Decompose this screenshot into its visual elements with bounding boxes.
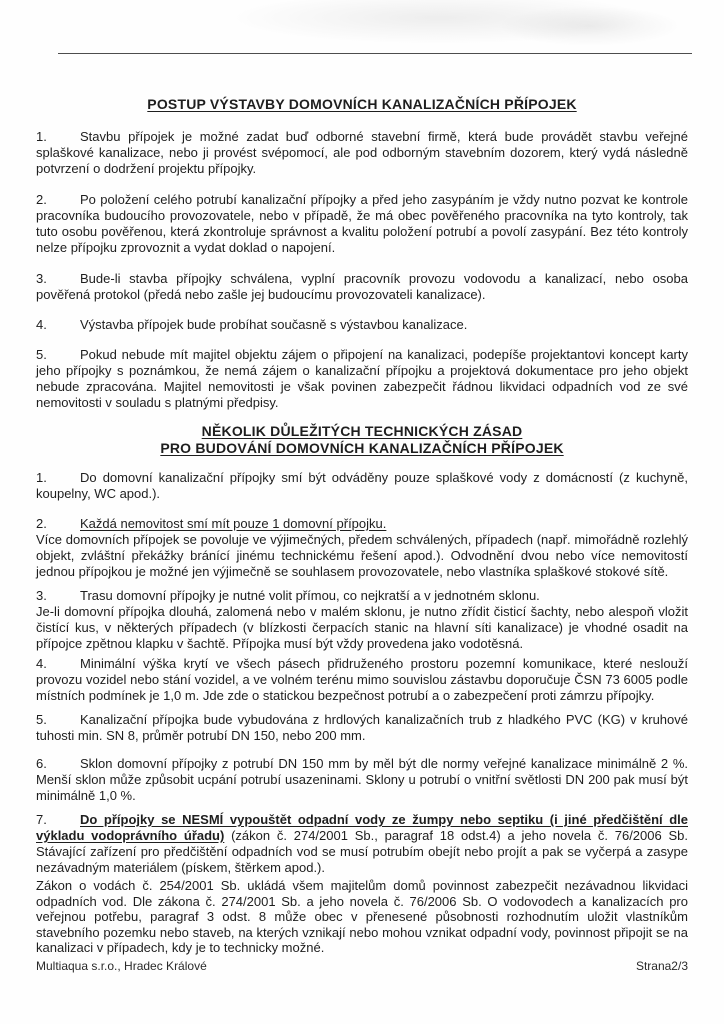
paragraph-text: Do domovní kanalizační přípojky smí být odváděny pouze splaškové vody z domácností (z kuchyně, koupelny, WC apod.).: [36, 470, 688, 501]
paragraph-s2-2: [36, 516, 688, 580]
section2-title-line2: PRO BUDOVÁNÍ DOMOVNÍCH KANALIZAČNÍCH PŘÍPOJEK: [160, 440, 564, 456]
paragraph-number: 5.: [36, 347, 47, 362]
paragraph-text: Zákon o vodách č. 254/2001 Sb. ukládá všem majitelům domů povinnost zabezpečit nezávadnou likvidaci odpadních vod. Dle zákona č. 274/2001 Sb. a jeho novela č. 76/2006 Sb. O vodovodech a kanalizacích pro veřejnou potřebu, paragraf 3 odst. 8 může obec v přenesené působnosti rozhodnutím uložit vlastníkům stavebního pozemku nebo staveb, na kterých vznikají nebo mohou vznikat odpadní vody, povinnost připojit se na kanalizaci v případech, kdy je to technicky možné.: [36, 878, 688, 956]
paragraph-s1-2: [36, 192, 688, 256]
paragraph-number: 3.: [36, 588, 47, 603]
paragraph-text: Minimální výška krytí ve všech pásech přidruženého prostoru pozemní komunikace, které neslouží provozu vozidel nebo stání vozidel, a ve volném terénu mimo souvislou zástavbu doporučuje ČSN 73 6005 podle místních podmínek je 1,0 m. Jde zde o statickou bezpečnost potrubí a o zabezpečení proti zámrzu přípojky.: [36, 656, 688, 703]
section2-title-line1-wrap: [36, 423, 688, 440]
paragraph-text: Pokud nebude mít majitel objektu zájem o připojení na kanalizaci, podepíše projektantovi koncept karty jeho přípojky s poznámkou, že nemá zájem o kanalizační přípojku a projektová dokumentace pro jeho objekt nebude zpracována. Majitel nemovitosti je však povinen zabezpečit řádnou likvidaci odpadních vod ze své nemovitosti v souladu s platnými předpisy.: [36, 347, 688, 410]
footer-company: Multiaqua s.r.o., Hradec Králové: [36, 958, 207, 973]
paragraph-s2-7: [36, 812, 688, 876]
paragraph-lead-bold-underlined: Do přípojky se NESMÍ vypouštět odpadní vody ze žumpy nebo septiku (i jiné předčištění dle výkladu vodoprávního úřadu): [36, 812, 688, 843]
paragraph-text: Výstavba přípojek bude probíhat současně s výstavbou kanalizace.: [80, 317, 468, 332]
section2-title: [36, 423, 688, 457]
paragraph-s2-6: [36, 756, 688, 804]
paragraph-number: 3.: [36, 271, 47, 286]
paragraph-s1-5: [36, 347, 688, 411]
paragraph-s1-4: [36, 317, 688, 333]
top-divider: [58, 53, 692, 54]
paragraph-number: 2.: [36, 192, 47, 207]
paragraph-number: 4.: [36, 656, 47, 671]
paragraph-number: 6.: [36, 756, 47, 771]
scan-artifact: [230, 0, 650, 44]
paragraph-lead-underlined: Každá nemovitost smí mít pouze 1 domovní přípojku.: [80, 516, 387, 531]
paragraph-text: Kanalizační přípojka bude vybudována z hrdlových kanalizačních trub z hladkého PVC (KG) v kruhové tuhosti min. SN 8, průměr potrubí DN 150, nebo 200 mm.: [36, 712, 688, 743]
paragraph-text: Stavbu přípojek je možné zadat buď odborné stavební firmě, která bude provádět stavbu veřejné splaškové kanalizace, nebo ji provést svépomocí, ale pod odborným stavebním dozorem, který vydá následně potvrzení o dodržení projektu přípojky.: [36, 129, 688, 176]
paragraph-body: Více domovních přípojek se povoluje ve výjimečných, předem schválených, případech (např. mimořádně rozlehlý objekt, zvláštní překážky bránící jinému technickému řešení apod.). Odvodnění dvou nebo více nemovitostí jednou přípojkou je možné jen výjimečně se souhlasem provozovatele, nebo vlastníka splaškové stokové sítě.: [36, 532, 688, 579]
paragraph-s1-1: [36, 129, 688, 177]
scan-artifact: [500, 6, 680, 46]
paragraph-body: (zákon č. 274/2001 Sb., paragraf 18 odst.4) a jeho novela č. 76/2006 Sb. Stávající zařízení pro předčištění odpadních vod se musí potrubím obejít nebo projít a pak se vyčerpá a zasype nezávadným materiálem (pískem, štěrkem apod.).: [36, 828, 688, 875]
paragraph-text: Sklon domovní přípojky z potrubí DN 150 mm by měl být dle normy veřejné kanalizace minimálně 2 %. Menší sklon může způsobit ucpání potrubí usazeninami. Sklony u potrubí o vnitřní světlosti DN 200 pak musí být minimálně 1,0 %.: [36, 756, 688, 803]
paragraph-s2-5: [36, 712, 688, 744]
paragraph-number: 1.: [36, 470, 47, 485]
paragraph-s2-3: [36, 588, 688, 652]
paragraph-closing: [36, 878, 688, 956]
section2-title-line2-wrap: [36, 440, 688, 457]
section1-title-text: POSTUP VÝSTAVBY DOMOVNÍCH KANALIZAČNÍCH PŘÍPOJEK: [147, 96, 577, 112]
paragraph-s2-1: [36, 470, 688, 502]
paragraph-number: 7.: [36, 812, 47, 827]
paragraph-text: Bude-li stavba přípojky schválena, vyplní pracovník provozu vodovodu a kanalizací, nebo osoba pověřená protokol (předá nebo zašle jej budoucímu provozovateli kanalizace).: [36, 271, 688, 302]
paragraph-body: Je-li domovní přípojka dlouhá, zalomená nebo v malém sklonu, je nutno zřídit čisticí šachty, nebo alespoň vložit čistící kus, v některých případech (v blízkosti čerpacích stanic na hlavní síti kanalizace) je vhodné osadit na přípojce zpětnou klapku v šachtě. Přípojka musí být vždy provedena jako vodotěsná.: [36, 604, 688, 651]
footer-page-number: Strana2/3: [635, 958, 688, 973]
paragraph-number: 4.: [36, 317, 47, 332]
paragraph-number: 5.: [36, 712, 47, 727]
paragraph-number: 1.: [36, 129, 47, 144]
page-footer: [36, 959, 688, 974]
paragraph-number: 2.: [36, 516, 47, 531]
section2-title-line1: NĚKOLIK DŮLEŽITÝCH TECHNICKÝCH ZÁSAD: [201, 423, 523, 439]
paragraph-s1-3: [36, 271, 688, 303]
section1-title: [36, 95, 688, 113]
paragraph-s2-4: [36, 656, 688, 704]
paragraph-lead: Trasu domovní přípojky je nutné volit přímou, co nejkratší a v jednotném sklonu.: [80, 588, 540, 603]
paragraph-text: Po položení celého potrubí kanalizační přípojky a před jeho zasypáním je vždy nutno pozvat ke kontrole pracovníka budoucího provozovatele, nebo v případě, že má obec pověřeného pracovníka na tyto kontroly, tak tuto osobu pověřenou, která zkontroluje správnost a kvalitu položení potrubí a povolí zasypání. Bez této kontroly nelze přípojku zprovoznit a vydat doklad o napojení.: [36, 192, 688, 255]
